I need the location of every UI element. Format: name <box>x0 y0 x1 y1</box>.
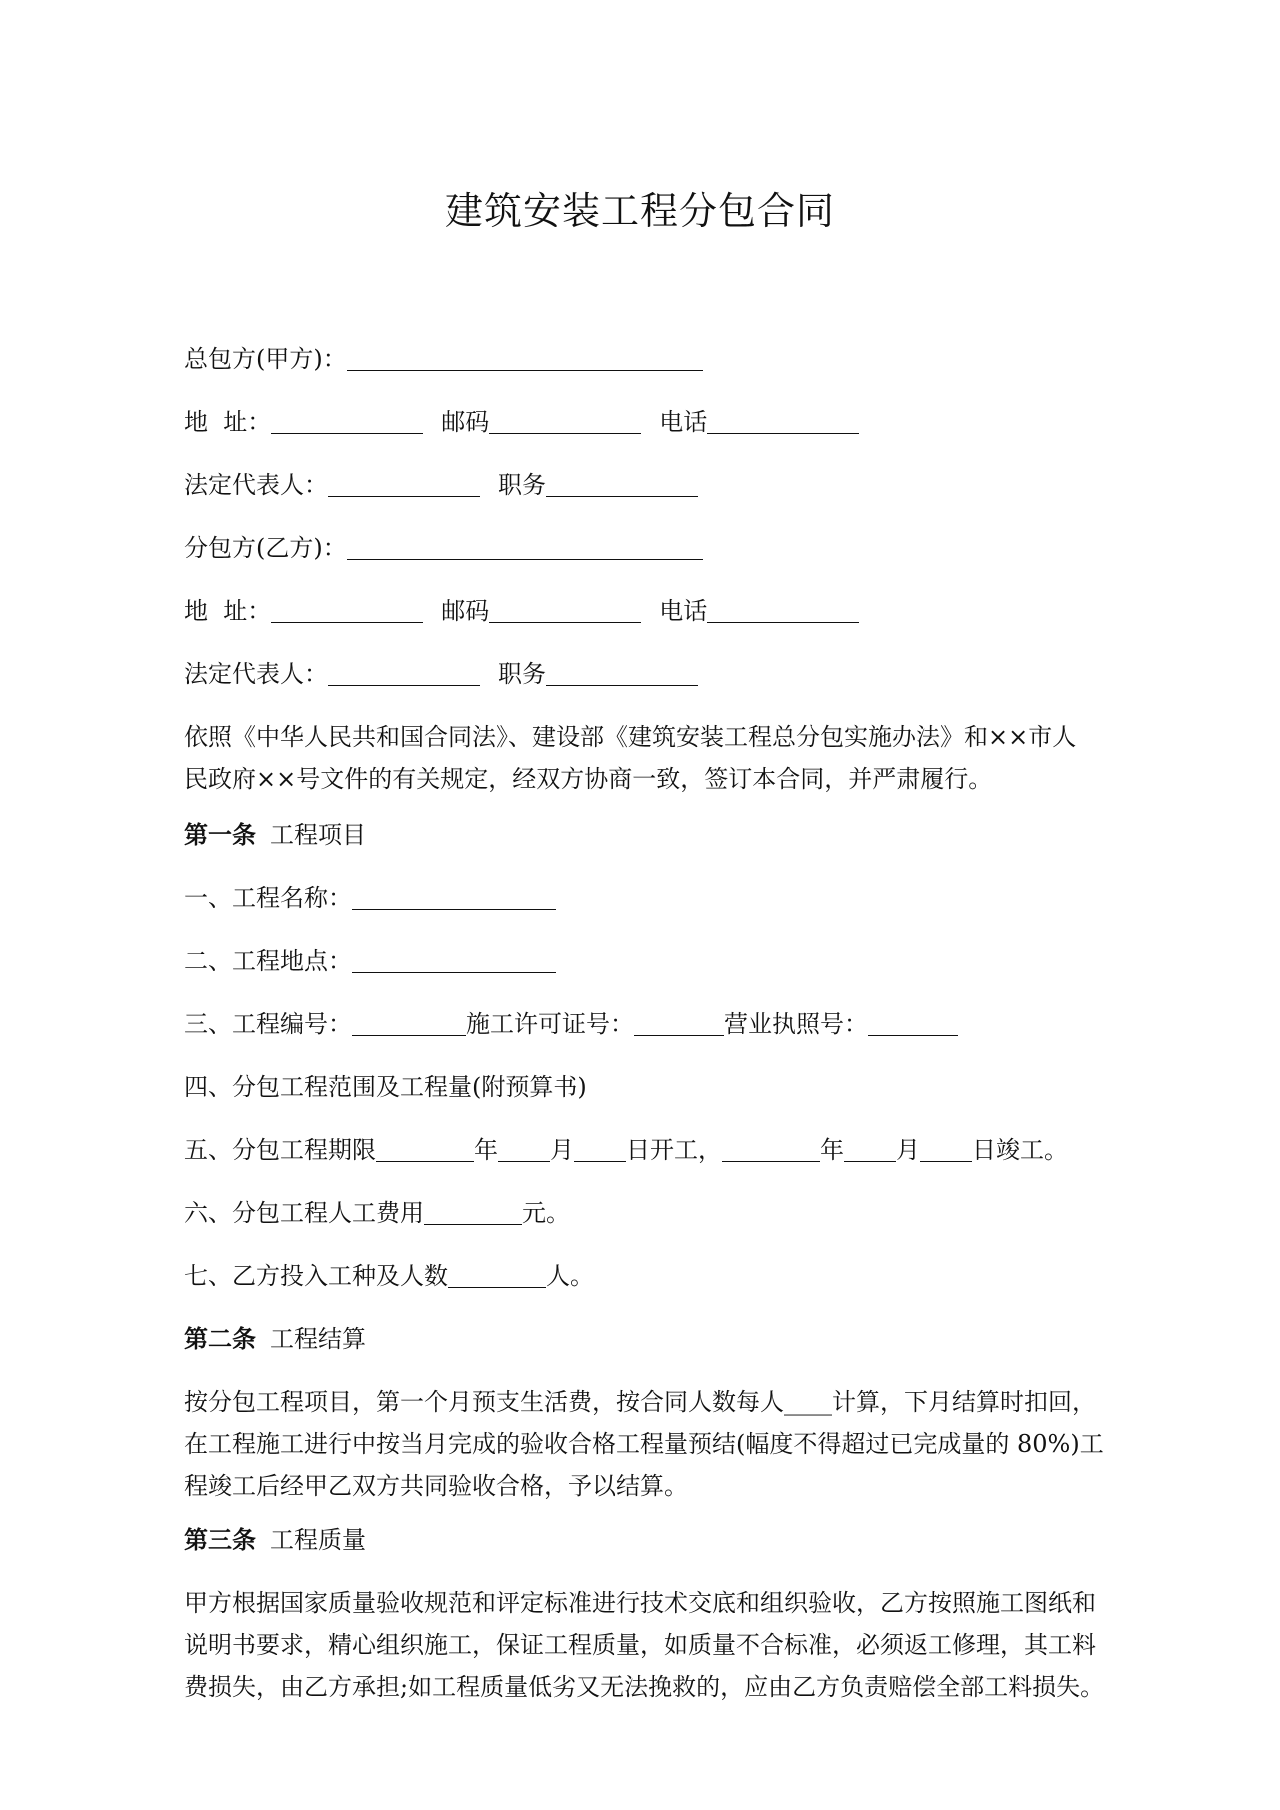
article-3-line: 甲方根据国家质量验收规范和评定标准进行技术交底和组织验收，乙方按照施工图纸和 <box>184 1589 1096 1617</box>
party-b-blank[interactable] <box>347 537 703 560</box>
party-a-position-label: 职务 <box>498 471 546 499</box>
party-a-line <box>184 343 703 375</box>
item-2-label: 二、工程地点： <box>184 947 352 975</box>
project-location-blank[interactable] <box>352 950 556 973</box>
article-3-paragraph <box>184 1582 1164 1708</box>
party-b-phone-blank[interactable] <box>707 600 859 623</box>
license-label: 营业执照号： <box>724 1010 868 1038</box>
party-a-rep-label: 法定代表人： <box>184 471 328 499</box>
party-a-position-blank[interactable] <box>546 474 698 497</box>
article-2-title: 工程结算 <box>270 1325 366 1353</box>
preamble-line: 依照《中华人民共和国合同法》、建设部《建筑安装工程总分包实施办法》和××市人 <box>184 723 1077 751</box>
start-day-blank[interactable] <box>574 1139 626 1162</box>
item-4-label: 四、分包工程范围及工程量(附预算书) <box>184 1073 587 1101</box>
preamble-line: 民政府××号文件的有关规定，经双方协商一致，签订本合同，并严肃履行。 <box>184 765 993 793</box>
party-b-address-label: 地 址： <box>184 597 272 625</box>
month-label: 月 <box>550 1136 574 1164</box>
party-a-phone-label: 电话 <box>659 408 708 436</box>
preamble-paragraph <box>184 716 1164 800</box>
party-b-rep-blank[interactable] <box>328 663 480 686</box>
article-2-heading <box>184 1323 366 1355</box>
article-3-line: 说明书要求，精心组织施工，保证工程质量，如质量不合标准，必须返工修理，其工料 <box>184 1631 1096 1659</box>
party-a-rep-line <box>184 469 698 501</box>
article-3-title: 工程质量 <box>270 1526 366 1554</box>
article-1-item-1 <box>184 882 556 914</box>
article-2-line: 程竣工后经甲乙双方共同验收合格，予以结算。 <box>184 1472 688 1500</box>
article-1-item-5 <box>184 1134 1068 1166</box>
party-a-zip-label: 邮码 <box>441 408 490 436</box>
party-a-address-label: 地 址： <box>184 408 272 436</box>
party-a-address-blank[interactable] <box>271 411 423 434</box>
person-label: 人。 <box>546 1262 594 1290</box>
party-a-phone-blank[interactable] <box>707 411 859 434</box>
article-3-line: 费损失，由乙方承担;如工程质量低劣又无法挽救的，应由乙方负责赔偿全部工料损失。 <box>184 1673 1105 1701</box>
headcount-blank[interactable] <box>448 1265 546 1288</box>
party-a-rep-blank[interactable] <box>328 474 480 497</box>
party-b-zip-blank[interactable] <box>489 600 641 623</box>
party-b-rep-label: 法定代表人： <box>184 660 328 688</box>
start-year-blank[interactable] <box>376 1139 474 1162</box>
party-b-address-blank[interactable] <box>271 600 423 623</box>
article-2-line: 在工程施工进行中按当月完成的验收合格工程量预结(幅度不得超过已完成量的 80%)工 <box>184 1430 1104 1458</box>
license-number-blank[interactable] <box>868 1013 958 1036</box>
permit-label: 施工许可证号： <box>466 1010 634 1038</box>
item-6-label: 六、分包工程人工费用 <box>184 1199 424 1227</box>
party-b-position-label: 职务 <box>498 660 546 688</box>
year-label: 年 <box>474 1136 498 1164</box>
item-5-label: 五、分包工程期限 <box>184 1136 376 1164</box>
item-1-label: 一、工程名称： <box>184 884 352 912</box>
party-a-blank[interactable] <box>347 348 703 371</box>
article-2-paragraph <box>184 1381 1164 1507</box>
article-3-heading <box>184 1524 366 1556</box>
party-a-zip-blank[interactable] <box>489 411 641 434</box>
article-1-item-6 <box>184 1197 570 1229</box>
month-label: 月 <box>896 1136 920 1164</box>
party-b-label: 分包方(乙方)： <box>184 534 347 562</box>
article-1-number: 第一条 <box>184 820 256 849</box>
party-b-zip-label: 邮码 <box>441 597 490 625</box>
article-1-item-7 <box>184 1260 594 1292</box>
party-b-position-blank[interactable] <box>546 663 698 686</box>
party-a-label: 总包方(甲方)： <box>184 345 347 373</box>
project-name-blank[interactable] <box>352 887 556 910</box>
party-b-line <box>184 532 703 564</box>
end-day-blank[interactable] <box>920 1139 972 1162</box>
project-number-blank[interactable] <box>352 1013 466 1036</box>
item-3-label: 三、工程编号： <box>184 1010 352 1038</box>
document-title: 建筑安装工程分包合同 <box>444 189 835 233</box>
labor-cost-blank[interactable] <box>424 1202 522 1225</box>
end-month-blank[interactable] <box>844 1139 896 1162</box>
year-label: 年 <box>820 1136 844 1164</box>
party-b-address-line <box>184 595 859 627</box>
yuan-label: 元。 <box>522 1199 570 1227</box>
start-label: 日开工， <box>626 1136 722 1164</box>
end-label: 日竣工。 <box>972 1136 1068 1164</box>
end-year-blank[interactable] <box>722 1139 820 1162</box>
party-b-phone-label: 电话 <box>659 597 708 625</box>
start-month-blank[interactable] <box>498 1139 550 1162</box>
item-7-label: 七、乙方投入工种及人数 <box>184 1262 448 1290</box>
article-2-line: 按分包工程项目，第一个月预支生活费，按合同人数每人____计算，下月结算时扣回， <box>184 1388 1096 1416</box>
article-1-item-2 <box>184 945 556 977</box>
article-1-item-4 <box>184 1071 587 1103</box>
party-b-rep-line <box>184 658 698 690</box>
party-a-address-line <box>184 406 859 438</box>
article-1-heading <box>184 819 366 851</box>
article-3-number: 第三条 <box>184 1525 256 1554</box>
article-1-item-3 <box>184 1008 958 1040</box>
article-1-title: 工程项目 <box>270 821 366 849</box>
article-2-number: 第二条 <box>184 1324 256 1353</box>
permit-number-blank[interactable] <box>634 1013 724 1036</box>
